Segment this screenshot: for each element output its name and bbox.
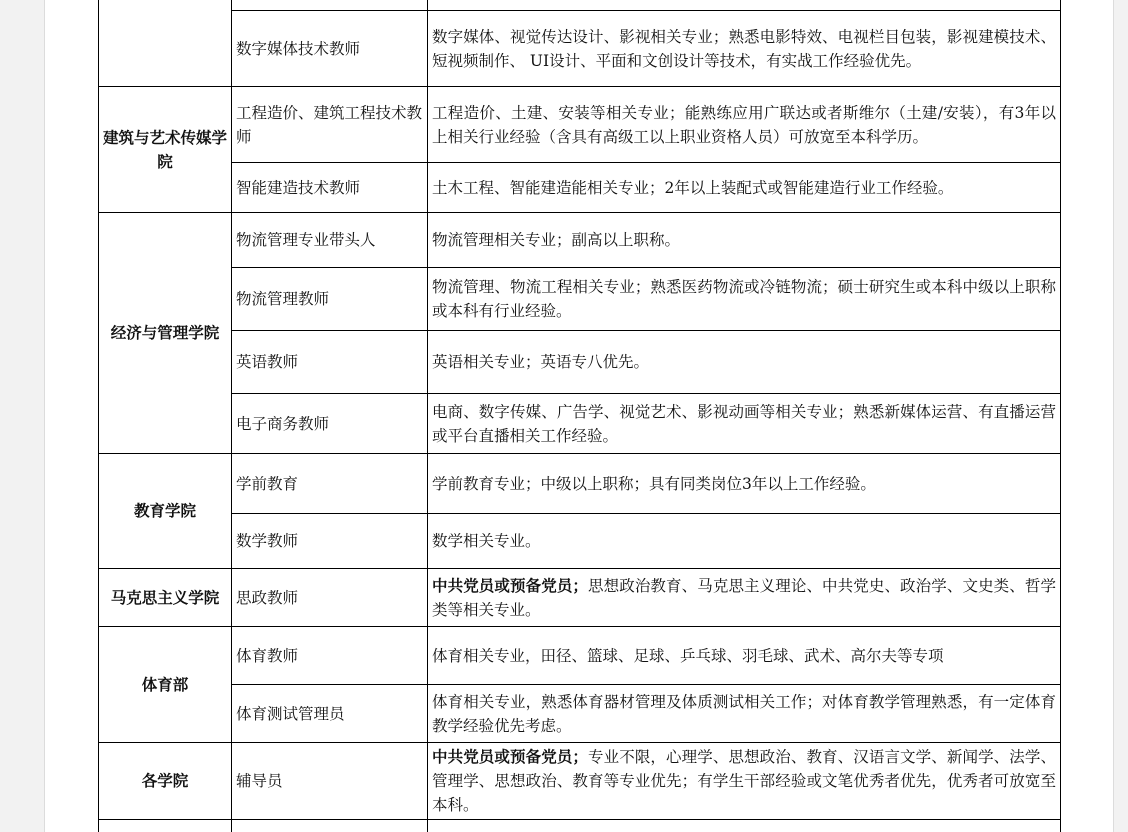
- position-cell: 数字媒体技术教师: [232, 11, 428, 87]
- requirement-bold-prefix: 中共党员或预备党员；: [432, 575, 588, 595]
- position-cell: 体育测试管理员: [232, 685, 428, 743]
- position-cell: 英语教师: [232, 331, 428, 394]
- college-cell: 建筑与艺术传媒学院: [99, 87, 232, 213]
- requirement-cell: 数字媒体、视觉传达设计、影视相关专业；熟悉电影特效、电视栏目包装，影视建模技术、短视频制作、 UI设计、平面和文创设计等技术，有实战工作经验优先。: [428, 11, 1061, 87]
- requirement-bold-prefix: 中共党员或预备党员；: [432, 747, 588, 766]
- table-row: [99, 569, 1061, 627]
- table-row: [99, 213, 1061, 268]
- table-row: [99, 454, 1061, 514]
- table-row: [99, 11, 1061, 87]
- position-cell: 体育教师: [232, 627, 428, 685]
- table-row: [99, 394, 1061, 454]
- table-row-partial: [99, 0, 1061, 11]
- table-row: [99, 163, 1061, 213]
- college-cell: 经济与管理学院: [99, 213, 232, 454]
- requirement-cell: 英语相关专业；英语专八优先。: [428, 331, 1061, 394]
- position-cell: 电子商务教师: [232, 394, 428, 454]
- table-row: [99, 87, 1061, 163]
- requirement-cell: [428, 743, 1061, 820]
- requirement-text: 专业不限，心理学、思想政治、教育、汉语言文学、新闻学、法学、管理学、思想政治、教育等专业优先；有学生干部经验或文笔优秀者优先，优秀者可放宽至本科。: [432, 748, 1056, 814]
- table-row: [99, 514, 1061, 569]
- college-cell-partial: [99, 0, 232, 87]
- requirement-cell: 数学相关专业。: [428, 514, 1061, 569]
- college-cell: 马克思主义学院: [99, 569, 232, 627]
- position-cell: 物流管理教师: [232, 268, 428, 331]
- requirement-cell: 物流管理相关专业；副高以上职称。: [428, 213, 1061, 268]
- table-row: [99, 743, 1061, 820]
- position-cell: 物流管理专业带头人: [232, 213, 428, 268]
- college-cell: 体育部: [99, 627, 232, 743]
- requirement-cell: 体育相关专业，熟悉体育器材管理及体质测试相关工作；对体育教学管理熟悉，有一定体育教学经验优先考虑。: [428, 685, 1061, 743]
- position-cell: 工程造价、建筑工程技术教师: [232, 87, 428, 163]
- requirement-cell: [428, 569, 1061, 627]
- table-row: [99, 331, 1061, 394]
- position-cell: 智能建造技术教师: [232, 163, 428, 213]
- position-cell: 辅导员: [232, 743, 428, 820]
- recruitment-table: [98, 0, 1061, 832]
- requirement-text: 思想政治教育、马克思主义理论、中共党史、政治学、文史类、哲学类等相关专业。: [432, 576, 1056, 619]
- document-page: [44, 0, 1114, 832]
- table-row: [99, 685, 1061, 743]
- requirement-cell: 学前教育专业；中级以上职称；具有同类岗位3年以上工作经验。: [428, 454, 1061, 514]
- college-cell: 各学院: [99, 743, 232, 820]
- position-cell: 数学教师: [232, 514, 428, 569]
- college-cell: 教育学院: [99, 454, 232, 569]
- position-cell: 学前教育: [232, 454, 428, 514]
- requirement-cell: 土木工程、智能建造能相关专业；2年以上装配式或智能建造行业工作经验。: [428, 163, 1061, 213]
- table-row: [99, 627, 1061, 685]
- requirement-cell: 物流管理、物流工程相关专业；熟悉医药物流或冷链物流；硕士研究生或本科中级以上职称或本科有行业经验。: [428, 268, 1061, 331]
- requirement-cell: 工程造价、土建、安装等相关专业；能熟练应用广联达或者斯维尔（土建/安装），有3年以上相关行业经验（含具有高级工以上职业资格人员）可放宽至本科学历。: [428, 87, 1061, 163]
- position-cell: 思政教师: [232, 569, 428, 627]
- requirement-cell: 电商、数字传媒、广告学、视觉艺术、影视动画等相关专业；熟悉新媒体运营、有直播运营或平台直播相关工作经验。: [428, 394, 1061, 454]
- requirement-cell-partial: [428, 0, 1061, 11]
- requirement-cell: 体育相关专业，田径、篮球、足球、乒乓球、羽毛球、武术、高尔夫等专项: [428, 627, 1061, 685]
- table-row-partial: [99, 820, 1061, 832]
- table-row: [99, 268, 1061, 331]
